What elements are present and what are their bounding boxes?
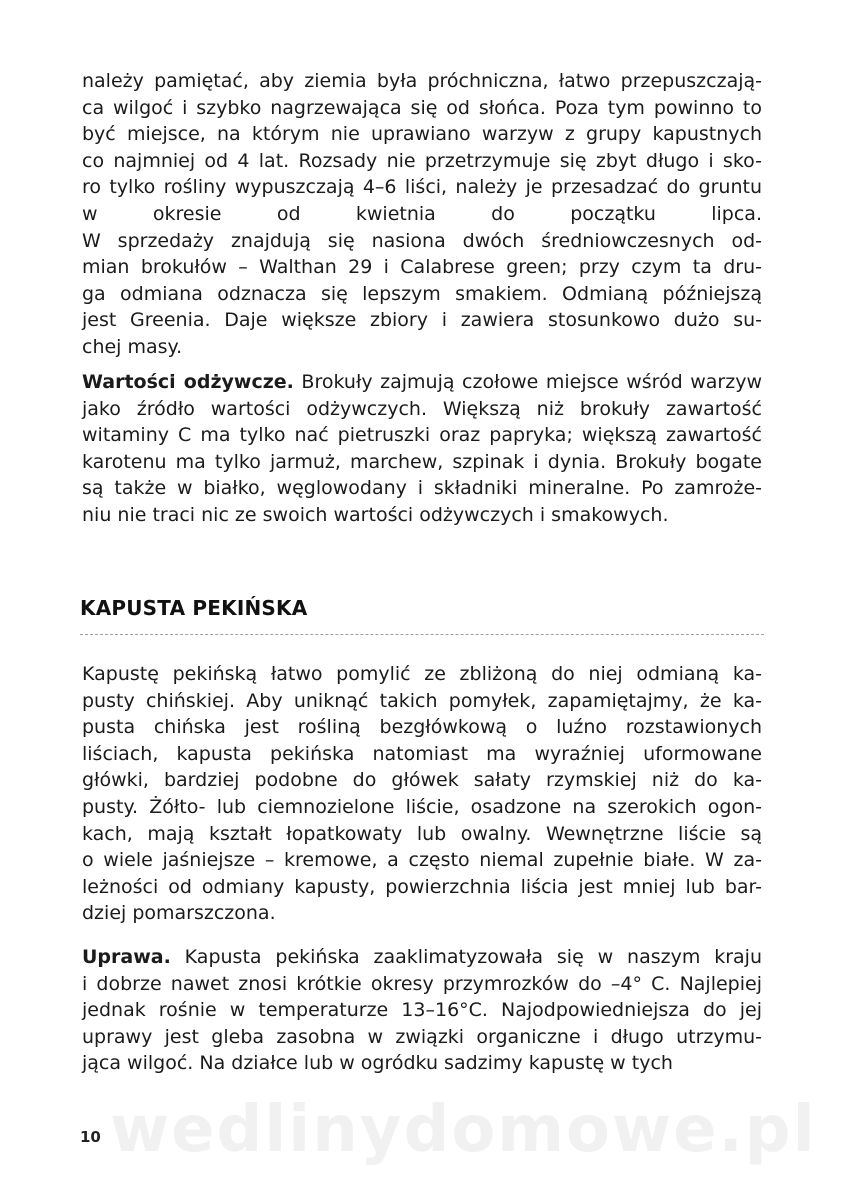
description-paragraph — [82, 661, 762, 927]
text-line: ro tylko rośliny wypuszczają 4–6 liści, należy je przesadzać do gruntu — [82, 176, 762, 199]
text-line: karotenu ma tylko jarmuż, marchew, szpinak i dynia. Brokuły bogate — [82, 450, 762, 473]
text-line: W sprzedaży znajdują się nasiona dwóch średniowczesnych od- — [82, 229, 762, 252]
text-line: leżności od odmiany kapusty, powierzchnia liścia jest mniej lub bar- — [82, 875, 762, 898]
text-line: kach, mają kształt łopatkowaty lub owalny. Wewnętrzne liście są — [82, 822, 762, 845]
text-line: dziej pomarszczona. — [82, 902, 276, 925]
text-line: ca wilgoć i szybko nagrzewająca się od słońca. Poza tym powinno to — [82, 96, 762, 119]
intro-paragraph — [82, 68, 762, 361]
section-divider — [80, 634, 764, 635]
text-line: być miejsce, na którym nie uprawiano warzyw z grupy kapustnych — [82, 123, 762, 146]
text-line: mian brokułów – Walthan 29 i Calabrese green; przy czym ta dru- — [82, 256, 762, 279]
text-line: należy pamiętać, aby ziemia była próchniczna, łatwo przepuszczają- — [82, 70, 762, 92]
text-line: główki, bardziej podobne do główek sałaty rzymskiej niż do ka- — [82, 769, 762, 792]
nutrition-first-line-text: Brokuły zajmują czołowe miejsce wśród warzyw — [293, 371, 762, 393]
cultivation-first-line-text: Kapusta pekińska zaaklimatyzowała się w naszym kraju — [170, 946, 762, 968]
text-line: liściach, kapusta pekińska natomiast ma wyraźniej uformowane — [82, 742, 762, 765]
text-line: jąca wilgoć. Na działce lub w ogródku sadzimy kapustę w tych — [82, 1052, 673, 1075]
text-line: Kapustę pekińską łatwo pomylić ze zbliżoną do niej odmianą ka- — [82, 663, 762, 685]
text-line: pusty. Żółto- lub ciemnozielone liście, osadzone na szerokich ogon- — [82, 795, 762, 818]
cultivation-heading: Uprawa. — [82, 946, 171, 968]
nutrition-paragraph — [82, 369, 762, 529]
text-line: są także w białko, węglowodany i składniki mineralne. Po zamroże- — [82, 477, 762, 500]
cultivation-paragraph — [82, 944, 762, 1077]
text-line: jako źródło wartości odżywczych. Większą niż brokuły zawartość — [82, 397, 762, 420]
text-line: chej masy. — [82, 335, 183, 358]
page-number: 10 — [80, 1128, 101, 1146]
text-line: pusty chińskiej. Aby uniknąć takich pomyłek, zapamiętajmy, że ka- — [82, 689, 762, 712]
text-line: pusta chińska jest rośliną bezgłówkową o luźno rozstawionych — [82, 716, 762, 739]
text-line: i dobrze nawet znosi krótkie okresy przymrozków do –4° C. Najlepiej — [82, 972, 762, 995]
nutrition-heading: Wartości odżywcze. — [82, 371, 294, 393]
watermark: wedlinydomowe.pl — [110, 1093, 817, 1167]
text-line: w okresie od kwietnia do początku lipca. — [82, 202, 762, 225]
nutrition-first-line — [82, 369, 762, 396]
text-line: ga odmiana odznacza się lepszym smakiem. Odmianą późniejszą — [82, 282, 762, 305]
text-line: witaminy C ma tylko nać pietruszki oraz papryka; większą zawartość — [82, 424, 762, 447]
text-line: jest Greenia. Daje większe zbiory i zawiera stosunkowo dużo su- — [82, 309, 762, 332]
text-line: co najmniej od 4 lat. Rozsady nie przetrzymuje się zbyt długo i sko- — [82, 149, 762, 172]
cultivation-first-line — [82, 944, 762, 971]
text-line: o wiele jaśniejsze – kremowe, a często niemal zupełnie białe. W za- — [82, 849, 762, 872]
section-title: KAPUSTA PEKIŃSKA — [80, 596, 308, 620]
text-line: jednak rośnie w temperaturze 13–16°C. Najodpowiedniejsza do jej — [82, 999, 762, 1022]
text-line: niu nie traci nic ze swoich wartości odżywczych i smakowych. — [82, 503, 669, 526]
text-line: uprawy jest gleba zasobna w związki organiczne i długo utrzymu- — [82, 1025, 762, 1048]
